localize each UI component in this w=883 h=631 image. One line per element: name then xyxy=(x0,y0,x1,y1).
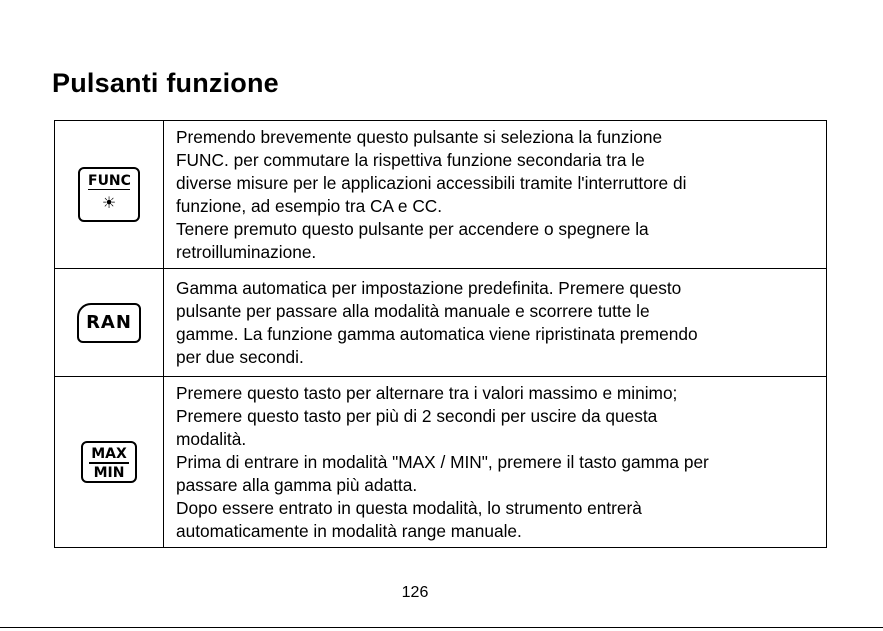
description-line: modalità. xyxy=(176,429,247,449)
table-row-maxmin xyxy=(55,377,827,548)
description-line: per due secondi. xyxy=(176,347,304,367)
page-number: 126 xyxy=(401,584,429,601)
func-icon-cell xyxy=(55,121,164,269)
max-label: MAX xyxy=(89,446,129,464)
page-title: Pulsanti funzione xyxy=(52,68,279,98)
maxmin-description xyxy=(164,377,827,548)
description-line: Premendo brevemente questo pulsante si seleziona la funzione xyxy=(176,127,663,147)
bottom-divider xyxy=(0,627,883,628)
maxmin-button-icon xyxy=(81,441,137,483)
description-line: diverse misure per le applicazioni accessibili tramite l'interruttore di xyxy=(176,173,687,193)
table-row-func xyxy=(55,121,827,269)
description-line: pulsante per passare alla modalità manuale e scorrere tutte le xyxy=(176,301,650,321)
description-line: funzione, ad esempio tra CA e CC. xyxy=(176,196,443,216)
min-label: MIN xyxy=(93,465,125,481)
function-buttons-table xyxy=(54,120,827,548)
table-row-ran xyxy=(55,269,827,377)
description-line: Gamma automatica per impostazione predefinita. Premere questo xyxy=(176,278,682,298)
description-line: FUNC. per commutare la rispettiva funzione secondaria tra le xyxy=(176,150,645,170)
func-button-icon xyxy=(78,167,140,222)
description-line: passare alla gamma più adatta. xyxy=(176,475,418,495)
description-line: Dopo essere entrato in questa modalità, lo strumento entrerà xyxy=(176,498,642,518)
ran-button-icon: RAN xyxy=(77,303,141,343)
description-line: retroilluminazione. xyxy=(176,242,317,262)
backlight-icon: ☀ xyxy=(101,193,117,212)
ran-icon-cell xyxy=(55,269,164,377)
description-line: gamme. La funzione gamma automatica viene ripristinata premendo xyxy=(176,324,698,344)
description-line: Premere questo tasto per più di 2 secondi per uscire da questa xyxy=(176,406,658,426)
description-line: Prima di entrare in modalità "MAX / MIN", premere il tasto gamma per xyxy=(176,452,709,472)
func-description xyxy=(164,121,827,269)
description-line: Premere questo tasto per alternare tra i valori massimo e minimo; xyxy=(176,383,678,403)
ran-description xyxy=(164,269,827,377)
maxmin-icon-cell xyxy=(55,377,164,548)
description-line: Tenere premuto questo pulsante per accendere o spegnere la xyxy=(176,219,649,239)
func-button-label: FUNC xyxy=(88,173,131,189)
description-line: automaticamente in modalità range manuale. xyxy=(176,521,522,541)
